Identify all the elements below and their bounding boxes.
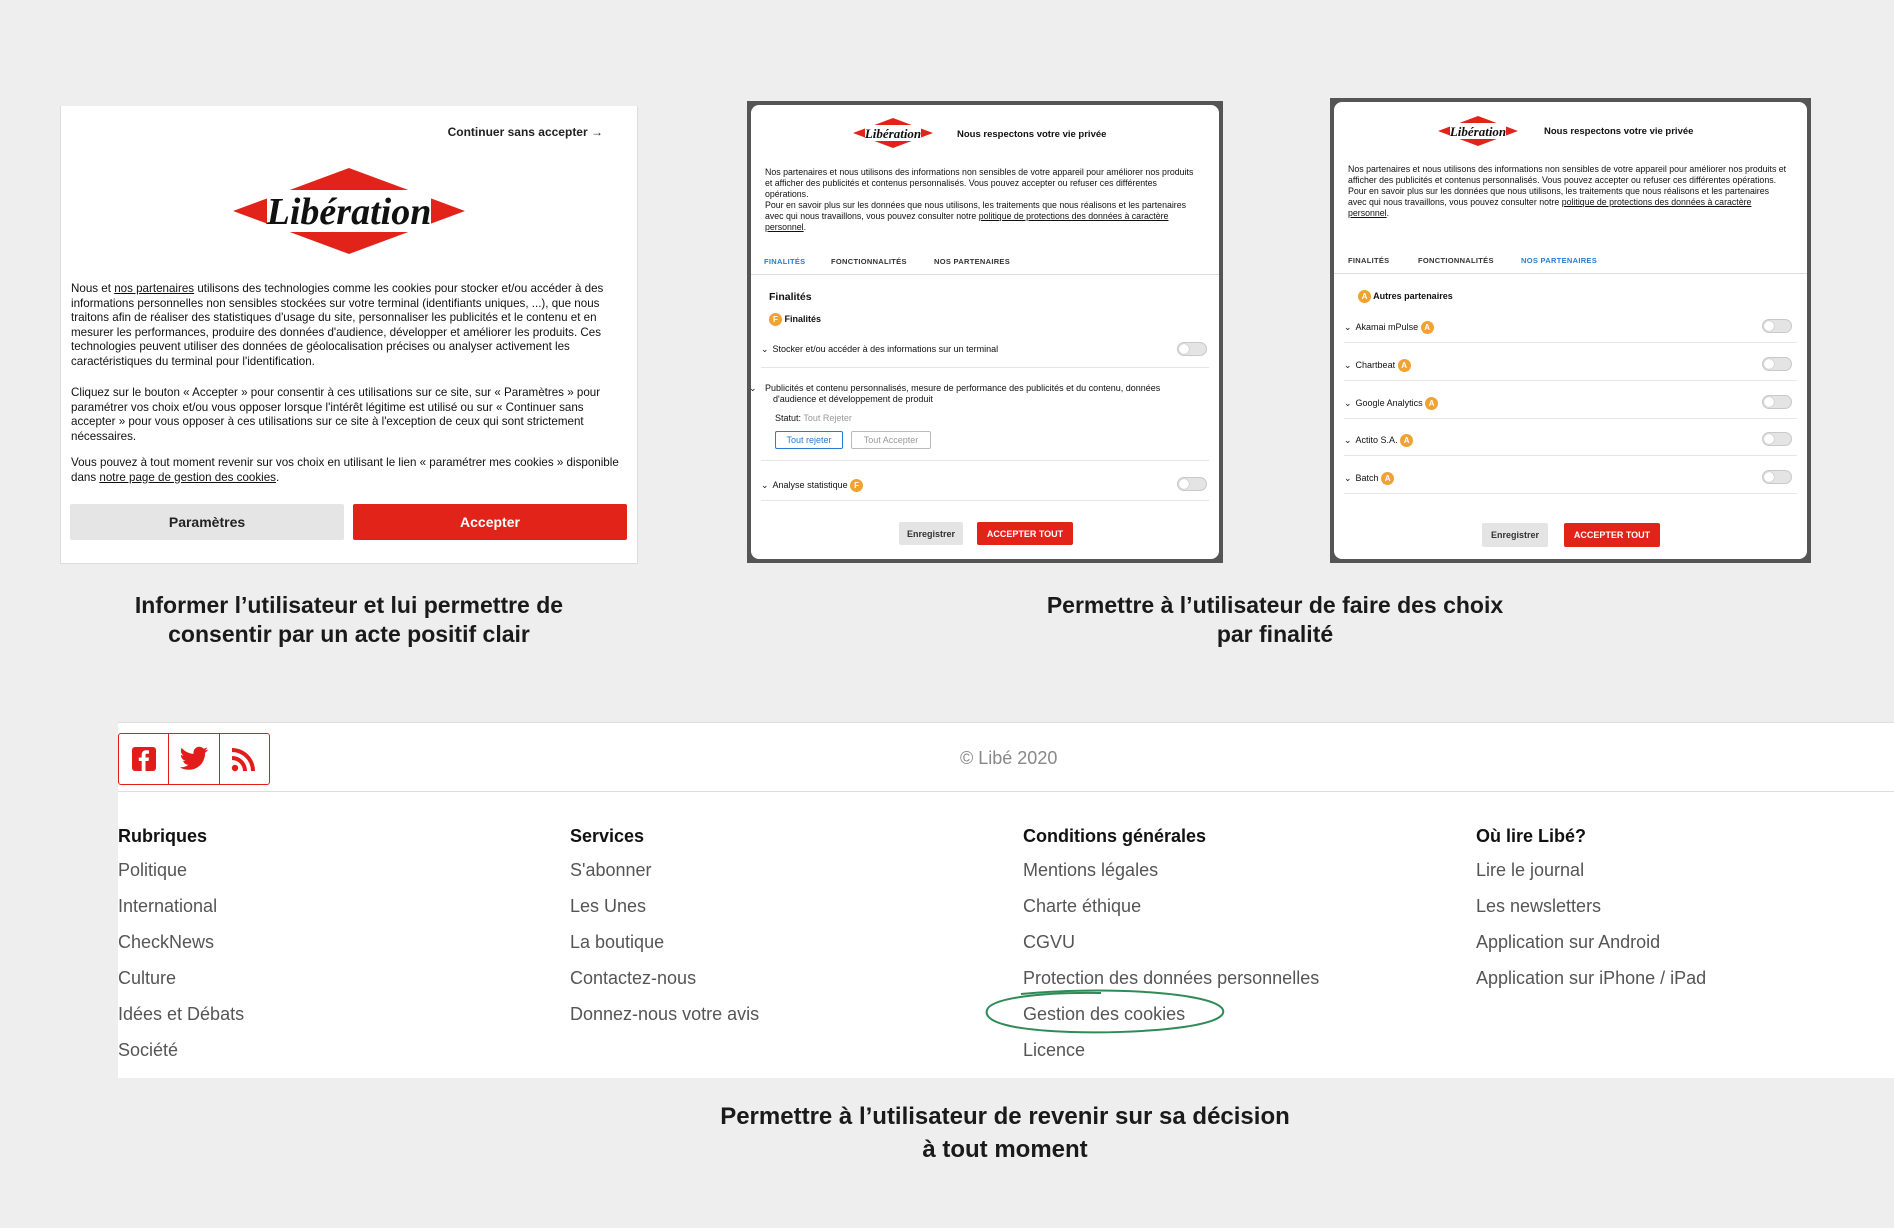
save-button[interactable]: Enregistrer [1482, 523, 1548, 547]
tab-features[interactable]: FONCTIONNALITÉS [1418, 256, 1494, 265]
footer-link[interactable]: Contactez-nous [570, 968, 697, 988]
consent-banner [60, 106, 638, 564]
accept-all-button[interactable]: ACCEPTER TOUT [1564, 523, 1660, 547]
chevron-down-icon: ⌄ [1344, 472, 1352, 483]
tab-purposes[interactable]: FINALITÉS [764, 257, 806, 266]
partner-item[interactable]: ⌄ Actito S.A. A [1344, 434, 1797, 447]
reject-all-button[interactable]: Tout rejeter [775, 431, 843, 449]
chevron-down-icon: ⌄ [1344, 434, 1352, 445]
footer-link[interactable]: Société [118, 1040, 179, 1060]
footer-bar [118, 722, 1894, 792]
modal-title: Nous respectons votre vie privée [1544, 126, 1694, 137]
partner-item[interactable]: ⌄ Google Analytics A [1344, 397, 1797, 410]
rss-icon[interactable] [220, 734, 269, 784]
modal-tabs [751, 249, 1219, 275]
footer-link[interactable]: Charte éthique [1023, 896, 1142, 916]
partner-badge-icon: A [1358, 290, 1371, 303]
site-footer [118, 722, 1894, 1078]
copyright: © Libé 2020 [960, 748, 1058, 768]
purpose-toggle[interactable] [1177, 342, 1207, 356]
data-policy-link[interactable]: politique de protections des données à caractère personnel [1348, 197, 1752, 218]
footer-column-title: Rubriques [118, 826, 208, 846]
partner-item[interactable]: ⌄ Akamai mPulse A [1344, 321, 1797, 334]
partner-toggle[interactable] [1762, 470, 1792, 484]
chevron-down-icon: ⌄ [1344, 359, 1352, 370]
footer-link[interactable]: Culture [118, 968, 177, 988]
footer-link[interactable]: Mentions légales [1023, 860, 1159, 880]
partner-item[interactable]: ⌄ Chartbeat A [1344, 359, 1797, 372]
partner-badge-icon: A [1398, 359, 1411, 372]
caption-revisit: Permettre à l’utilisateur de revenir sur sa décision à tout moment [720, 1103, 1290, 1163]
footer-link[interactable]: CheckNews [118, 932, 215, 952]
svg-text:Libération: Libération [864, 126, 922, 141]
partner-badge-icon: A [1425, 397, 1438, 410]
footer-link[interactable]: International [118, 896, 218, 916]
consent-paragraph-2: Cliquez sur le bouton « Accepter » pour consentir à ces utilisations sur ce site, sur « Paramètres » pour paramétrer vos choix et/ou vous opposer lorsque l'intérêt légitime est utilisé ou sur « Continuer sans accepter » pour vous opposer à ces utilisations sur ce site à l'exception de ceux qui sont strictement nécessaires. [71, 386, 601, 443]
footer-column-where-to-read [1476, 826, 1706, 1002]
purpose-status: Statut: Tout Rejeter [775, 413, 852, 423]
footer-column-services [570, 826, 759, 1038]
continue-without-accepting-link[interactable]: Continuer sans accepter → [447, 125, 603, 139]
footer-link[interactable]: Les Unes [570, 896, 647, 916]
section-title: Finalités [769, 291, 812, 303]
liberation-logo [233, 168, 465, 254]
footer-link[interactable]: CGVU [1023, 932, 1076, 952]
footer-column-title: Conditions générales [1023, 826, 1207, 846]
purpose-toggle[interactable] [1177, 477, 1207, 491]
liberation-logo [853, 118, 933, 148]
partner-toggle[interactable] [1762, 357, 1792, 371]
footer-column-title: Où lire Libé? [1476, 826, 1587, 846]
chevron-down-icon: ⌄ [1344, 321, 1352, 332]
highlight-circle [981, 988, 1231, 1038]
tab-purposes[interactable]: FINALITÉS [1348, 256, 1390, 265]
purpose-badge-icon: F [850, 479, 863, 492]
partner-item[interactable]: ⌄ Batch A [1344, 472, 1797, 485]
footer-link[interactable]: Protection des données personnelles [1023, 968, 1320, 988]
cookie-management-link[interactable]: notre page de gestion des cookies [99, 470, 276, 484]
partner-badge-icon: A [1400, 434, 1413, 447]
accept-button[interactable]: Accepter [353, 504, 627, 540]
partner-toggle[interactable] [1762, 319, 1792, 333]
purposes-group: F Finalités [769, 313, 1209, 326]
cookie-management-footer-link[interactable]: Gestion des cookies [1023, 1002, 1319, 1038]
svg-text:Libération: Libération [266, 191, 432, 233]
purpose-item[interactable]: ⌄ Analyse statistique F [761, 479, 1209, 492]
partner-toggle[interactable] [1762, 432, 1792, 446]
modal-title: Nous respectons votre vie privée [957, 129, 1107, 140]
save-button[interactable]: Enregistrer [899, 522, 963, 545]
settings-button[interactable]: Paramètres [70, 504, 344, 540]
accept-all-button[interactable]: ACCEPTER TOUT [977, 522, 1073, 545]
tab-partners[interactable]: NOS PARTENAIRES [934, 257, 1011, 266]
tab-features[interactable]: FONCTIONNALITÉS [831, 257, 907, 266]
partner-badge-icon: A [1381, 472, 1394, 485]
modal-intro: Nos partenaires et nous utilisons des informations non sensibles de votre appareil pour améliorer nos produits et afficher des publicités et contenus personnalisés. Vous pouvez accepter ou refuser ces différentes opérations. Pour en savoir plus sur les données que nous utilisons, les traitements que nous réalisons et les partenaires avec qui nous travaillons, vous pouvez consulter notre politique de protections des données à caractère personnel. [1348, 164, 1787, 218]
footer-link[interactable]: S'abonner [570, 860, 652, 880]
footer-column-title: Services [570, 826, 645, 846]
footer-link[interactable]: Application sur Android [1476, 932, 1661, 952]
accept-all-purpose-button[interactable]: Tout Accepter [851, 431, 931, 449]
footer-link[interactable]: Licence [1023, 1040, 1086, 1060]
chevron-down-icon: ⌄ [761, 344, 769, 354]
data-policy-link[interactable]: politique de protections des données à caractère personnel [765, 211, 1169, 232]
footer-column-rubriques [118, 826, 244, 1074]
footer-link[interactable]: Politique [118, 860, 188, 880]
footer-link[interactable]: Les newsletters [1476, 896, 1602, 916]
tab-partners[interactable]: NOS PARTENAIRES [1521, 256, 1598, 265]
caption-inform: Informer l’utilisateur et lui permettre de consentir par un acte positif clair [134, 592, 564, 647]
partners-group: A Autres partenaires [1358, 290, 1797, 303]
preferences-modal-purposes [747, 101, 1223, 563]
footer-column-conditions [1023, 826, 1319, 1074]
preferences-modal-partners [1330, 98, 1811, 563]
purpose-badge-icon: F [769, 313, 782, 326]
partners-link[interactable]: nos partenaires [114, 282, 195, 295]
chevron-down-icon: ⌄ [1344, 397, 1352, 408]
liberation-logo [1438, 116, 1518, 146]
partner-badge-icon: A [1421, 321, 1434, 334]
consent-paragraph-1: Nous et nos partenaires utilisons des technologies comme les cookies pour stocker et/ou accéder à des informations personnelles non sensibles stockées sur votre terminal (identifiants uniques, ...), que nous traitons afin de réaliser des statistiques d'usage du site, personnaliser les publicités et le contenu et en mesurer les performances, produire des données d'audience, développer et améliorer les produits. Ces technologies peuvent utiliser des données de géolocalisation précises ou analyser activement les caractéristiques du terminal pour l'identification. [71, 282, 604, 368]
purpose-item[interactable]: ⌄ Publicités et contenu personnalisés, mesure de performance des publicités et du contenu, données d'audience et développement de produit [749, 383, 1161, 404]
modal-intro: Nos partenaires et nous utilisons des informations non sensibles de votre appareil pour améliorer nos produits et afficher des publicités et contenus personnalisés. Vous pouvez accepter ou refuser ces différentes opérations. Pour en savoir plus sur les données que nous utilisons, les traitements que nous réalisons et les partenaires avec qui nous travaillons, vous pouvez consulter notre politique de protections des données à caractère personnel. [765, 167, 1194, 232]
caption-choices: Permettre à l’utilisateur de faire des choix par finalité [1046, 592, 1504, 647]
footer-link[interactable]: Application sur iPhone / iPad [1476, 968, 1707, 988]
svg-text:Libération: Libération [1449, 124, 1507, 139]
modal-tabs [1334, 248, 1807, 274]
consent-paragraph-3: Vous pouvez à tout moment revenir sur vos choix en utilisant le lien « paramétrer mes cookies » disponible dans notre page de gestion des cookies. [71, 456, 619, 484]
footer-link[interactable]: Donnez-nous votre avis [570, 1004, 760, 1024]
social-links [118, 733, 270, 785]
chevron-down-icon: ⌄ [761, 479, 769, 490]
footer-link[interactable]: Idées et Débats [118, 1004, 245, 1024]
purpose-item[interactable]: ⌄ Stocker et/ou accéder à des informations sur un terminal [761, 344, 999, 354]
footer-link[interactable]: Lire le journal [1476, 860, 1585, 880]
twitter-icon[interactable] [169, 734, 219, 784]
partner-toggle[interactable] [1762, 395, 1792, 409]
facebook-icon[interactable] [119, 734, 169, 784]
footer-link[interactable]: La boutique [570, 932, 665, 952]
